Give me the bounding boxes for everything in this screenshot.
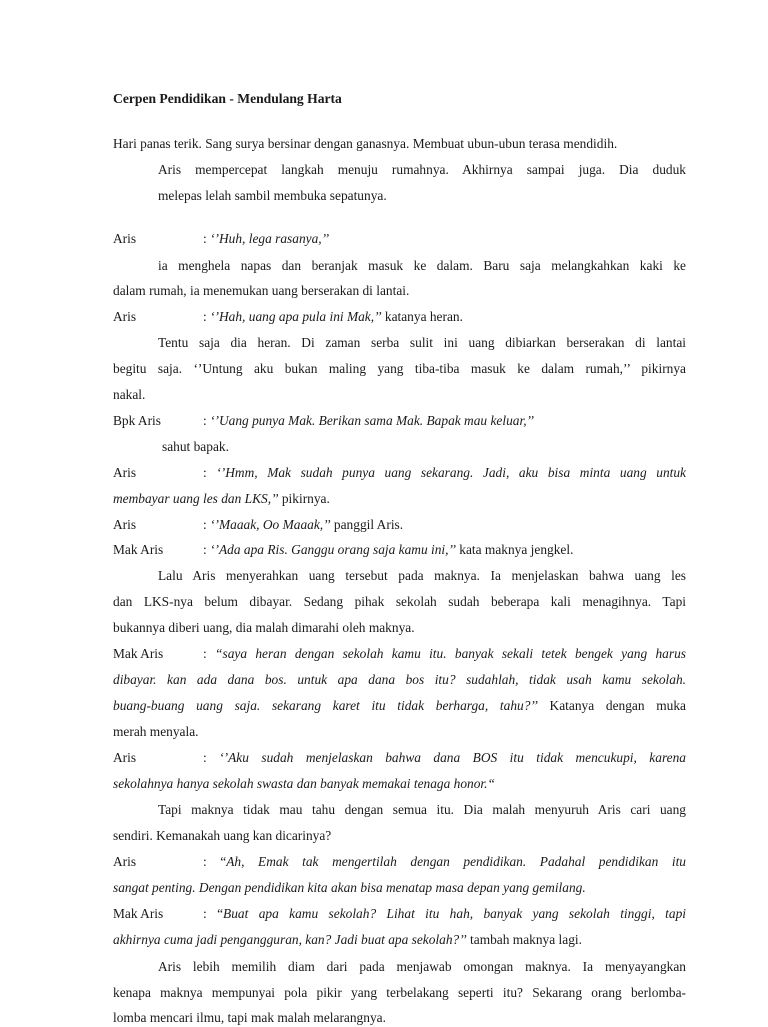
paragraph-line: begitu saja. ‘’Untung aku bukan maling yang tiba-tiba masuk ke dalam rumah,’’ pikirnya bbox=[113, 361, 686, 376]
dialogue-continuation: membayar uang les dan LKS,’’ pikirnya. bbox=[113, 491, 330, 506]
paragraph-line: dan LKS-nya belum dibayar. Sedang pihak sekolah sudah beberapa kali menagihnya. Tapi bbox=[113, 594, 686, 609]
dialogue-continuation: sekolahnya hanya sekolah swasta dan banyak memakai tenaga honor.“ bbox=[113, 776, 495, 791]
paragraph-line: dalam rumah, ia menemukan uang berserakan di lantai. bbox=[113, 283, 410, 298]
paragraph-line: Tapi maknya tidak mau tahu dengan semua itu. Dia malah menyuruh Aris cari uang bbox=[158, 802, 686, 817]
dialogue-line: : “Ah, Emak tak mengertilah dengan pendidikan. Padahal pendidikan itu bbox=[203, 854, 686, 869]
dialogue-line: : ‘’Maaak, Oo Maaak,’’ panggil Aris. bbox=[203, 517, 404, 532]
paragraph-line: ia menghela napas dan beranjak masuk ke dalam. Baru saja melangkahkan kaki ke bbox=[158, 258, 686, 273]
paragraph-line: melepas lelah sambil membuka sepatunya. bbox=[158, 188, 387, 203]
dialogue-line: : “Buat apa kamu sekolah? Lihat itu hah, banyak yang sekolah tinggi, tapi bbox=[203, 906, 686, 921]
dialogue-line: : ‘’Hmm, Mak sudah punya uang sekarang. Jadi, aku bisa minta uang untuk bbox=[203, 465, 686, 480]
paragraph-line: Tentu saja dia heran. Di zaman serba sulit ini uang dibiarkan berserakan di lantai bbox=[158, 335, 686, 350]
dialogue-line: : ‘’Aku sudah menjelaskan bahwa dana BOS itu tidak mencukupi, karena bbox=[203, 750, 686, 765]
speaker-label: Bpk Aris bbox=[113, 413, 161, 428]
paragraph-line: Hari panas terik. Sang surya bersinar dengan ganasnya. Membuat ubun-ubun terasa mendidih. bbox=[113, 136, 618, 151]
paragraph-line: sendiri. Kemanakah uang kan dicarinya? bbox=[113, 828, 332, 843]
paragraph-line: Aris lebih memilih diam dari pada menjawab omongan maknya. Ia menyayangkan bbox=[158, 959, 686, 974]
dialogue-continuation: buang-buang uang saja. sekarang karet itu tidak berharga, tahu?’’ Katanya dengan muka bbox=[113, 698, 686, 713]
document-title: Cerpen Pendidikan - Mendulang Harta bbox=[113, 91, 342, 106]
dialogue-line: : ‘’Uang punya Mak. Berikan sama Mak. Bapak mau keluar,’’ bbox=[203, 413, 534, 428]
speaker-label: Aris bbox=[113, 854, 137, 869]
dialogue-continuation: akhirnya cuma jadi pengangguran, kan? Jadi buat apa sekolah?’’ tambah maknya lagi. bbox=[113, 932, 582, 947]
paragraph-line: lomba mencari ilmu, tapi mak malah melarangnya. bbox=[113, 1010, 386, 1025]
paragraph-line: bukannya diberi uang, dia malah dimarahi oleh maknya. bbox=[113, 620, 415, 635]
speaker-label: Aris bbox=[113, 309, 137, 324]
paragraph-line: kenapa maknya mempunyai pola pikir yang terbelakang seperti itu? Sekarang orang berlomba- bbox=[113, 985, 686, 1000]
paragraph-line: Aris mempercepat langkah menuju rumahnya. Akhirnya sampai juga. Dia duduk bbox=[158, 162, 686, 177]
speaker-label: Aris bbox=[113, 750, 137, 765]
dialogue-line: : “saya heran dengan sekolah kamu itu. banyak sekali tetek bengek yang harus bbox=[203, 646, 686, 661]
speaker-label: Mak Aris bbox=[113, 646, 164, 661]
speaker-label: Aris bbox=[113, 465, 137, 480]
paragraph-line: Lalu Aris menyerahkan uang tersebut pada maknya. Ia menjelaskan bahwa uang les bbox=[158, 568, 686, 583]
paragraph-line: sahut bapak. bbox=[162, 439, 229, 454]
paragraph-line: nakal. bbox=[113, 387, 146, 402]
speaker-label: Aris bbox=[113, 231, 137, 246]
speaker-label: Aris bbox=[113, 517, 137, 532]
dialogue-line: : ‘’Hah, uang apa pula ini Mak,’’ katanya heran. bbox=[203, 309, 463, 324]
speaker-label: Mak Aris bbox=[113, 906, 164, 921]
dialogue-line: : ‘’Huh, lega rasanya,’’ bbox=[203, 231, 330, 246]
dialogue-continuation: sangat penting. Dengan pendidikan kita akan bisa menatap masa depan yang gemilang. bbox=[113, 880, 586, 895]
speaker-label: Mak Aris bbox=[113, 542, 164, 557]
dialogue-continuation: merah menyala. bbox=[113, 724, 199, 739]
dialogue-continuation: dibayar. kan ada dana bos. untuk apa dana bos itu? sudahlah, tidak usah kamu sekolah. bbox=[113, 672, 686, 687]
dialogue-line: : ‘’Ada apa Ris. Ganggu orang saja kamu ini,’’ kata maknya jengkel. bbox=[203, 542, 574, 557]
